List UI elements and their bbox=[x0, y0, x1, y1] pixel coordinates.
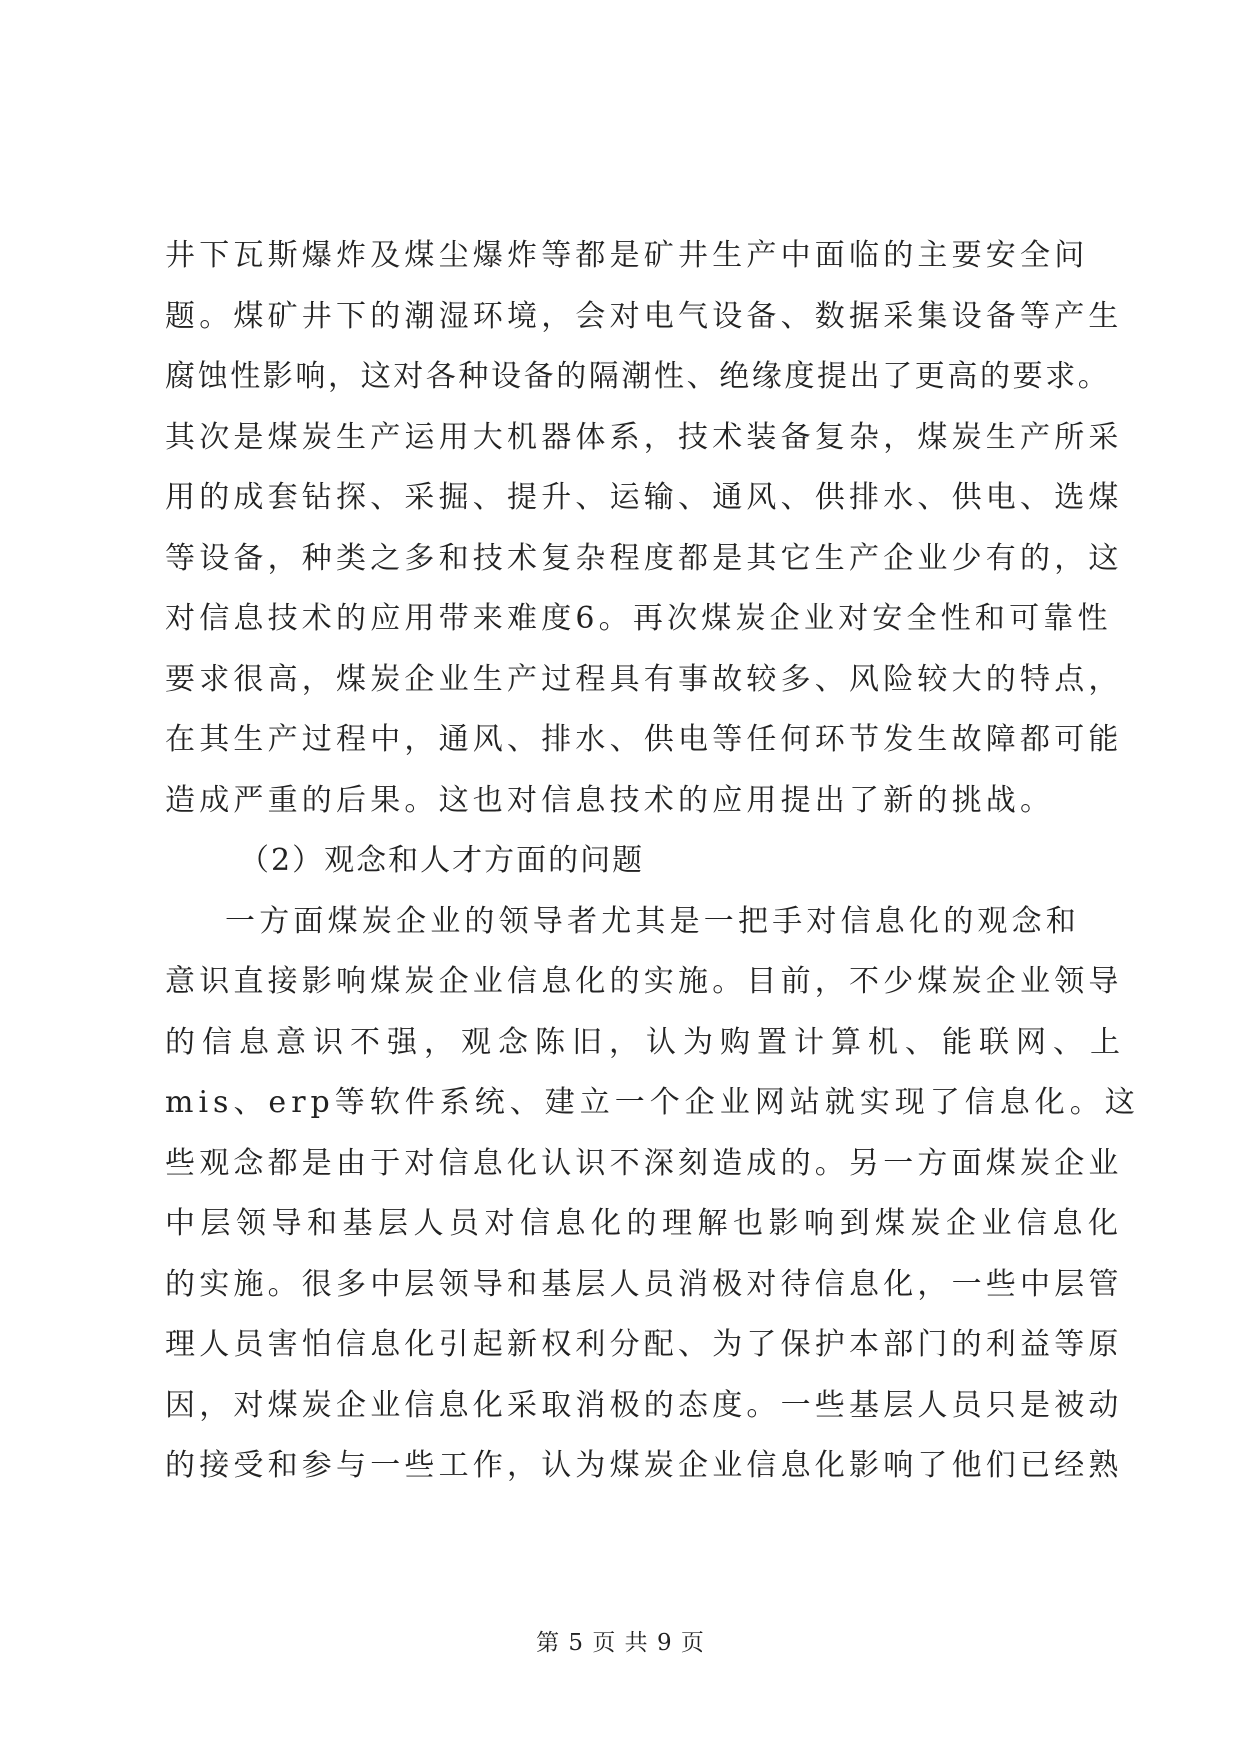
text-line: mis、erp等软件系统、建立一个企业网站就实现了信息化。这 bbox=[165, 1085, 1140, 1120]
text-line: 井下瓦斯爆炸及煤尘爆炸等都是矿井生产中面临的主要安全问 bbox=[165, 238, 1089, 273]
text-line: 的实施。很多中层领导和基层人员消极对待信息化，一些中层管 bbox=[165, 1266, 1123, 1302]
page-number-footer: 第 5 页 共 9 页 bbox=[536, 1630, 705, 1656]
text-line: 理人员害怕信息化引起新权利分配、为了保护本部门的利益等原 bbox=[165, 1327, 1123, 1362]
text-line: 对信息技术的应用带来难度6。再次煤炭企业对安全性和可靠性 bbox=[165, 601, 1112, 636]
text-line: 其次是煤炭生产运用大机器体系，技术装备复杂，煤炭生产所采 bbox=[165, 419, 1123, 455]
text-line: 一方面煤炭企业的领导者尤其是一把手对信息化的观念和 bbox=[225, 903, 1080, 939]
text-line: 要求很高，煤炭企业生产过程具有事故较多、风险较大的特点， bbox=[165, 661, 1123, 697]
text-line: 因，对煤炭企业信息化采取消极的态度。一些基层人员只是被动 bbox=[165, 1387, 1123, 1423]
text-line: 在其生产过程中，通风、排水、供电等任何环节发生故障都可能 bbox=[165, 722, 1123, 757]
text-line: 腐蚀性影响，这对各种设备的隔潮性、绝缘度提出了更高的要求。 bbox=[165, 359, 1111, 394]
text-line: 意识直接影响煤炭企业信息化的实施。目前，不少煤炭企业领导 bbox=[165, 964, 1123, 999]
text-line: 等设备，种类之多和技术复杂程度都是其它生产企业少有的，这 bbox=[165, 540, 1123, 576]
text-line: 用的成套钻探、采掘、提升、运输、通风、供排水、供电、选煤 bbox=[165, 480, 1123, 515]
text-line: 些观念都是由于对信息化认识不深刻造成的。另一方面煤炭企业 bbox=[165, 1145, 1123, 1181]
section-heading: （2）观念和人才方面的问题 bbox=[239, 843, 645, 878]
text-line: 中层领导和基层人员对信息化的理解也影响到煤炭企业信息化 bbox=[165, 1206, 1124, 1241]
text-line: 题。煤矿井下的潮湿环境，会对电气设备、数据采集设备等产生 bbox=[165, 298, 1123, 334]
text-line: 造成严重的后果。这也对信息技术的应用提出了新的挑战。 bbox=[165, 782, 1055, 818]
text-line: 的接受和参与一些工作，认为煤炭企业信息化影响了他们已经熟 bbox=[165, 1448, 1123, 1483]
body-text bbox=[165, 226, 1140, 1497]
text-line: 的信息意识不强，观念陈旧，认为购置计算机、能联网、上 bbox=[165, 1024, 1127, 1060]
